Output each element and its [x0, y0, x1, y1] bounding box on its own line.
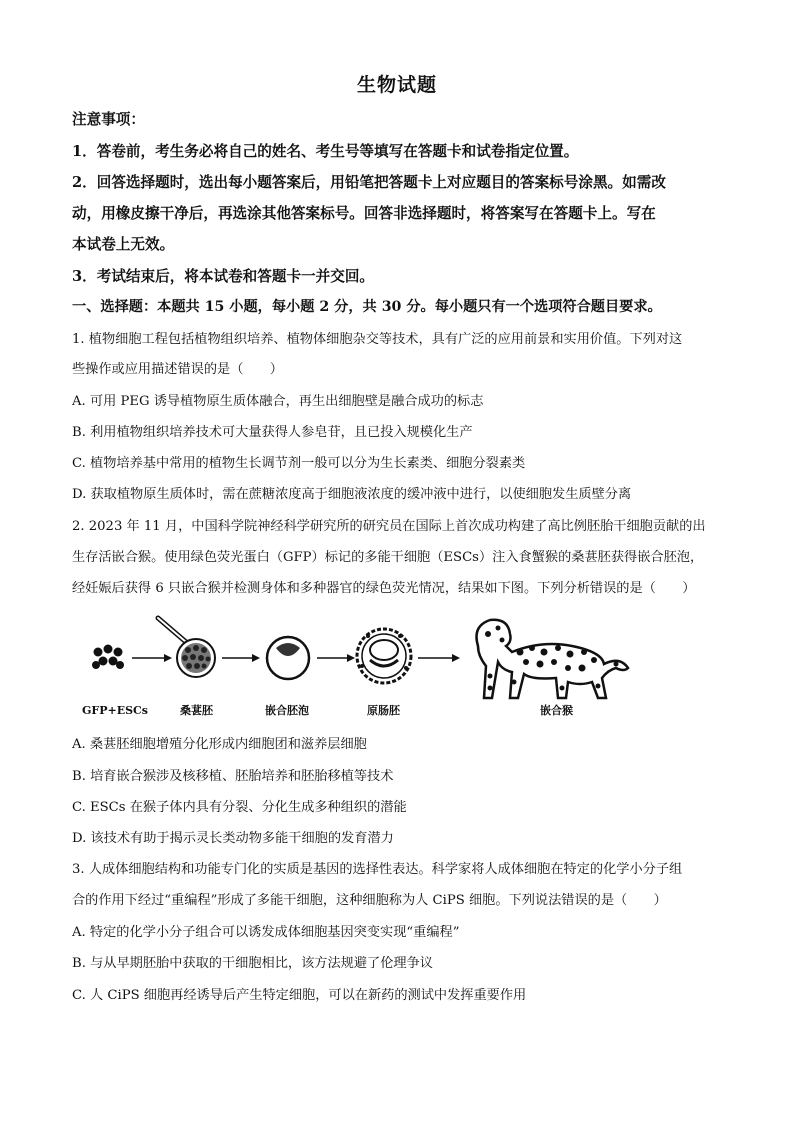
notice-item-2-line-3: 本试卷上无效。: [72, 236, 175, 253]
figure-label-morula: 桑葚胚: [180, 704, 213, 717]
notice-item-2-line-1: 2．回答选择题时，选出每小题答案后，用铅笔把答题卡上对应题目的答案标号涂黑。如需改: [72, 174, 666, 191]
q3-option-b: B. 与从早期胚胎中获取的干细胞相比，该方法规避了伦理争议: [72, 956, 433, 971]
figure-label-chimeric-monkey: 嵌合猴: [540, 704, 573, 717]
arrow-icon: [317, 654, 355, 662]
blastocyst-icon: [267, 637, 309, 679]
figure-label-gastrula: 原肠胚: [367, 704, 400, 717]
notice-item-3: 3．考试结束后，将本试卷和答题卡一并交回。: [72, 268, 375, 285]
figure-label-blastocyst: 嵌合胚泡: [265, 704, 309, 717]
morula-icon: [158, 618, 215, 677]
figure-label-escs: GFP+ESCs: [82, 704, 148, 717]
arrow-icon: [132, 654, 172, 662]
q1-option-b: B. 利用植物组织培养技术可大量获得人参皂苷，且已投入规模化生产: [72, 425, 473, 440]
arrow-icon: [222, 654, 260, 662]
arrow-icon: [418, 654, 460, 662]
q1-option-c: C. 植物培养基中常用的植物生长调节剂一般可以分为生长素类、细胞分裂素类: [72, 456, 526, 471]
q1-stem-line-1: 1. 植物细胞工程包括植物组织培养、植物体细胞杂交等技术，具有广泛的应用前景和实用价值。下列对这: [72, 332, 683, 347]
chimeric-monkey-icon: [477, 620, 629, 698]
q1-stem-line-2: 些操作或应用描述错误的是（ ）: [72, 362, 283, 377]
q2-option-d: D. 该技术有助于揭示灵长类动物多能干细胞的发育潜力: [72, 831, 394, 846]
embryo-development-figure: [72, 612, 672, 722]
gastrula-icon: [357, 629, 411, 683]
page-title: 生物试题: [356, 74, 437, 96]
esc-cells-icon: [92, 645, 124, 670]
q2-stem-line-3: 经妊娠后获得 6 只嵌合猴并检测身体和多种器官的绿色荧光情况，结果如下图。下列分析错误的是（ ）: [72, 581, 696, 596]
q2-stem-line-2: 生存活嵌合猴。使用绿色荧光蛋白（GFP）标记的多能干细胞（ESCs）注入食蟹猴的桑葚胚获得嵌合胚泡，: [72, 550, 704, 565]
q2-option-a: A. 桑葚胚细胞增殖分化形成内细胞团和滋养层细胞: [72, 737, 367, 752]
q3-option-a: A. 特定的化学小分子组合可以诱发成体细胞基因突变实现“重编程”: [72, 925, 460, 940]
notice-heading: 注意事项：: [72, 111, 145, 128]
q3-option-c: C. 人 CiPS 细胞再经诱导后产生特定细胞，可以在新药的测试中发挥重要作用: [72, 988, 527, 1003]
q2-stem-line-1: 2. 2023 年 11 月，中国科学院神经科学研究所的研究员在国际上首次成功构建了高比例胚胎干细胞贡献的出: [72, 519, 706, 534]
q2-option-b: B. 培育嵌合猴涉及核移植、胚胎培养和胚胎移植等技术: [72, 769, 394, 784]
q2-option-c: C. ESCs 在猴子体内具有分裂、分化生成多种组织的潜能: [72, 800, 407, 815]
q1-option-a: A. 可用 PEG 诱导植物原生质体融合，再生出细胞壁是融合成功的标志: [72, 394, 484, 409]
notice-item-2-line-2: 动，用橡皮擦干净后，再选涂其他答案标号。回答非选择题时，将答案写在答题卡上。写在: [72, 205, 656, 222]
notice-item-1: 1．答卷前，考生务必将自己的姓名、考生号等填写在答题卡和试卷指定位置。: [72, 143, 579, 160]
q3-stem-line-1: 3. 人成体细胞结构和功能专门化的实质是基因的选择性表达。科学家将人成体细胞在特定的化学小分子组: [72, 862, 683, 877]
q3-stem-line-2: 合的作用下经过“重编程”形成了多能干细胞，这种细胞称为人 CiPS 细胞。下列说法错误的是（ ）: [72, 893, 667, 908]
section-heading: 一、选择题：本题共 15 小题，每小题 2 分，共 30 分。每小题只有一个选项符合题目要求。: [72, 299, 662, 315]
q1-option-d: D. 获取植物原生质体时，需在蔗糖浓度高于细胞液浓度的缓冲液中进行，以使细胞发生质壁分离: [72, 487, 632, 502]
